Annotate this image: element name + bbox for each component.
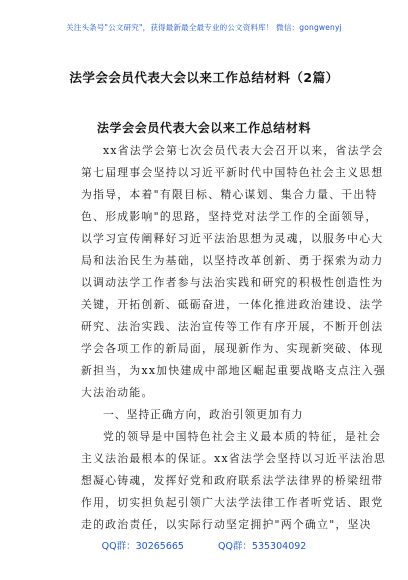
document-body: [81, 140, 387, 536]
body-line: 以学习宣传阐释好习近平法治思想为灵魂，以服务中心大: [81, 232, 384, 245]
section-heading: 一、坚持正确方向，政治引领更加有力: [103, 408, 304, 421]
body-line: 大法治动能。: [81, 386, 154, 399]
body-line: 走的政治责任，以实际行动坚定拥护"两个确立"，坚决: [81, 518, 372, 531]
footer-contact: [0, 538, 408, 552]
body-line: 新担当，为xx加快建成中部地区崛起重要战略支点注入强: [81, 364, 387, 377]
body-line: 研究、法治实践、法治宣传等工作有序开展，不断开创法: [81, 320, 384, 333]
document-title: 法学会会员代表大会以来工作总结材料（2篇）: [69, 70, 339, 85]
promo-banner: 关注头条号"公文研究"，获得最新最全最专业的公文资料库！ 微信：gongwenyj: [66, 23, 342, 32]
body-line: 色、形成影响"的思路，坚持党对法学工作的全面领导，: [81, 210, 378, 223]
body-line: xx省法学会第七次会员代表大会召开以来，省法学会: [103, 144, 384, 157]
body-line: 局和法治民生为基础，以坚持改革创新、勇于探索为动力: [81, 254, 384, 267]
qq-group-1: QQ群：30265665: [101, 541, 184, 552]
body-line: 作用，切实担负起引领广大法学法律工作者听党话、跟党: [81, 496, 384, 509]
body-line: 关键，开拓创新、砥砺奋进，一体化推进政治建设、法学: [81, 298, 384, 311]
body-line: 为指导，本着"有限目标、精心谋划、集合力量、干出特: [81, 188, 378, 201]
body-line: 想凝心铸魂，发挥好党和政府联系法学法律界的桥梁纽带: [81, 474, 384, 487]
body-line: 以调动法学工作者参与法治实践和研究的积极性创造性为: [81, 276, 384, 289]
body-line: 学会各项工作的新局面，展现新作为、实现新突破、体现: [81, 342, 384, 355]
body-line: 党的领导是中国特色社会主义最本质的特征，是社会: [103, 430, 382, 443]
body-line: 主义法治最根本的保证。xx省法学会坚持以习近平法治思: [81, 452, 387, 465]
section-title: 法学会会员代表大会以来工作总结材料: [96, 121, 312, 135]
qq-group-2: QQ群：535304092: [217, 541, 307, 552]
body-line: 第七届理事会坚持以习近平新时代中国特色社会主义思想: [81, 166, 384, 179]
